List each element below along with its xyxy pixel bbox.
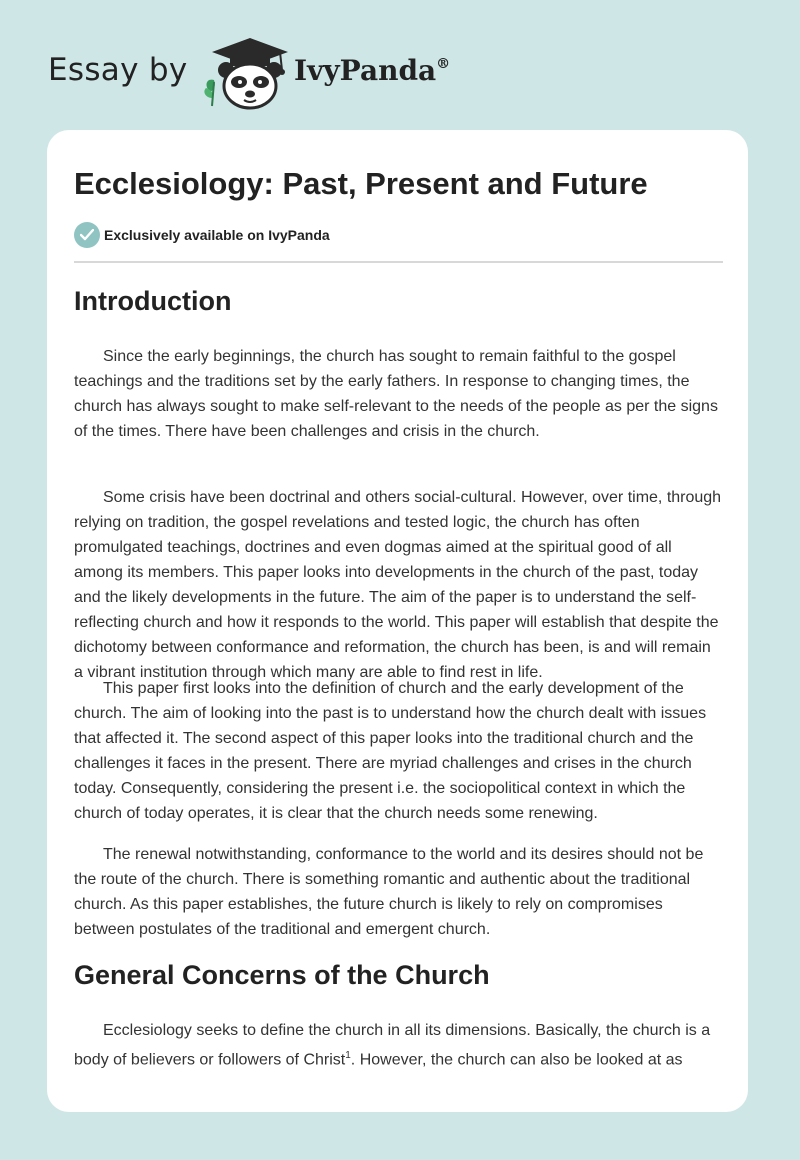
essay-card — [47, 130, 748, 1112]
paragraph: The renewal notwithstanding, conformance to the world and its desires should not be the route of the church. There is something romantic and authentic about the traditional church. As this paper establishes, the future church is likely to rely on compromises between postulates of the traditional and emergent church. — [74, 846, 704, 938]
footnote-ref[interactable]: 1 — [345, 1050, 351, 1061]
paragraph-text: Ecclesiology seeks to define the church in all its dimensions. Basically, the church is a body of believers or followers of Christ — [74, 1022, 711, 1069]
paragraph: Some crisis have been doctrinal and others social-cultural. However, over time, through relying on tradition, the gospel revelations and tested logic, the church has often promulgated teachings, doctrines and even dogmas aimed at the spiritual good of all among its members. This paper looks into developments in the church of the past, today and the likely developments in the future. The aim of the paper is to understand the self-reflecting church and how it responds to the world. This paper will establish that despite the dichotomy between conformance and reformation, the church has been, is and will remain a vibrant institution through which many are able to find rest in life. — [74, 489, 722, 681]
brand-name[interactable] — [294, 54, 450, 87]
paragraph: This paper first looks into the definition of church and the early development of the church. The aim of looking into the past is to understand how the church dealt with issues that affected it. The second aspect of this paper looks into the traditional church and the challenges it faces in the present. There are myriad challenges and crises in the church today. Consequently, considering the present i.e. the sociopolitical context in which the church of today operates, it is clear that the church needs some renewing. — [74, 680, 707, 822]
paragraph-text: . However, the church can also be looked at as — [350, 1051, 683, 1069]
exclusive-badge — [74, 222, 474, 248]
exclusive-badge-label: Exclusively available on IvyPanda — [104, 227, 330, 243]
site-header — [48, 36, 752, 110]
section-heading-general-concerns: General Concerns of the Church — [74, 960, 490, 990]
section-heading-introduction: Introduction — [74, 286, 232, 316]
panda-graduate-icon[interactable] — [200, 36, 292, 110]
divider — [74, 261, 723, 263]
paragraph: Since the early beginnings, the church has sought to remain faithful to the gospel teachings and the traditions set by the early fathers. In response to changing times, the church has always sought to make self-relevant to the needs of the people as per the signs of the times. There have been challenges and crisis in the church. — [74, 348, 718, 440]
registered-mark: ® — [436, 56, 451, 72]
essay-by-label: Essay by — [48, 52, 188, 88]
paragraph — [74, 1018, 723, 1072]
brand-text: IvyPanda — [294, 54, 437, 87]
check-circle-icon — [74, 222, 100, 248]
page-title: Ecclesiology: Past, Present and Future — [74, 166, 648, 201]
